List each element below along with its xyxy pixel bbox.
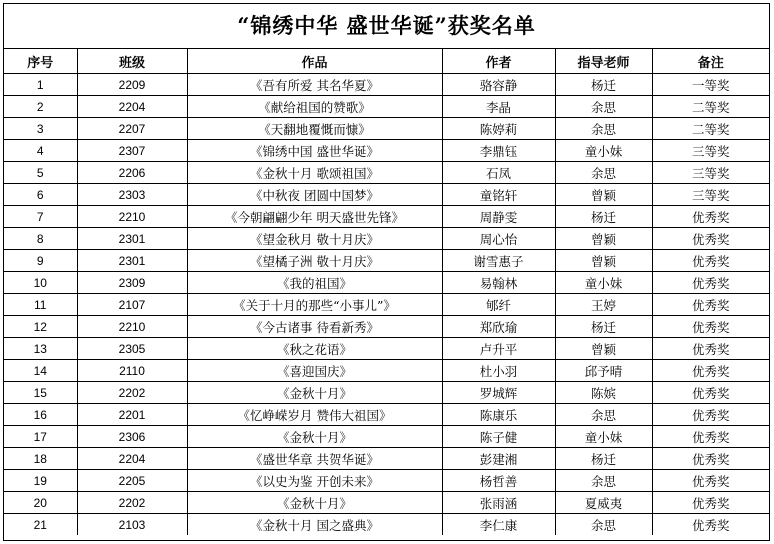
cell-index: 18 <box>4 448 77 470</box>
cell-class: 2210 <box>77 206 187 228</box>
cell-author: 李鼎钰 <box>442 140 555 162</box>
cell-class: 2210 <box>77 316 187 338</box>
cell-index: 20 <box>4 492 77 514</box>
cell-teacher: 夏威夷 <box>555 492 652 514</box>
table-header-row <box>4 49 769 74</box>
table-row <box>4 206 769 228</box>
cell-index: 1 <box>4 74 77 96</box>
cell-index: 3 <box>4 118 77 140</box>
table-row <box>4 272 769 294</box>
cell-work: 《金秋十月》 <box>187 426 442 448</box>
cell-author: 周心怡 <box>442 228 555 250</box>
cell-index: 14 <box>4 360 77 382</box>
table-row <box>4 382 769 404</box>
cell-teacher: 杨迁 <box>555 74 652 96</box>
cell-index: 2 <box>4 96 77 118</box>
document-title: “锦绣中华 盛世华诞”获奖名单 <box>4 4 769 49</box>
cell-teacher: 曾颖 <box>555 338 652 360</box>
header-class: 班级 <box>77 49 187 74</box>
cell-work: 《盛世华章 共贺华诞》 <box>187 448 442 470</box>
cell-work: 《金秋十月》 <box>187 382 442 404</box>
cell-author: 骆容静 <box>442 74 555 96</box>
cell-teacher: 余思 <box>555 162 652 184</box>
cell-work: 《今朝翩翩少年 明天盛世先锋》 <box>187 206 442 228</box>
cell-class: 2207 <box>77 118 187 140</box>
cell-class: 2303 <box>77 184 187 206</box>
cell-work: 《金秋十月 国之盛典》 <box>187 514 442 536</box>
cell-class: 2107 <box>77 294 187 316</box>
table-row <box>4 426 769 448</box>
cell-work: 《中秋夜 团圆中国梦》 <box>187 184 442 206</box>
cell-index: 16 <box>4 404 77 426</box>
cell-remark: 三等奖 <box>652 162 769 184</box>
cell-remark: 二等奖 <box>652 118 769 140</box>
table-row <box>4 184 769 206</box>
cell-remark: 优秀奖 <box>652 382 769 404</box>
cell-author: 李晶 <box>442 96 555 118</box>
table-row <box>4 118 769 140</box>
cell-remark: 优秀奖 <box>652 250 769 272</box>
cell-remark: 优秀奖 <box>652 404 769 426</box>
table-row <box>4 404 769 426</box>
cell-teacher: 王婷 <box>555 294 652 316</box>
cell-teacher: 曾颖 <box>555 184 652 206</box>
cell-teacher: 童小妹 <box>555 272 652 294</box>
cell-work: 《今古诸事 待看新秀》 <box>187 316 442 338</box>
cell-author: 彭建湘 <box>442 448 555 470</box>
cell-author: 卢升平 <box>442 338 555 360</box>
cell-author: 李仁康 <box>442 514 555 536</box>
cell-teacher: 邱予晴 <box>555 360 652 382</box>
cell-index: 10 <box>4 272 77 294</box>
cell-teacher: 童小妹 <box>555 426 652 448</box>
cell-remark: 优秀奖 <box>652 470 769 492</box>
cell-index: 12 <box>4 316 77 338</box>
header-remark: 备注 <box>652 49 769 74</box>
cell-work: 《我的祖国》 <box>187 272 442 294</box>
cell-work: 《金秋十月》 <box>187 492 442 514</box>
cell-work: 《锦绣中国 盛世华诞》 <box>187 140 442 162</box>
table-row <box>4 162 769 184</box>
cell-class: 2110 <box>77 360 187 382</box>
cell-class: 2206 <box>77 162 187 184</box>
cell-remark: 优秀奖 <box>652 228 769 250</box>
cell-remark: 优秀奖 <box>652 338 769 360</box>
cell-author: 杨哲善 <box>442 470 555 492</box>
table-row <box>4 294 769 316</box>
cell-work: 《以史为鉴 开创未来》 <box>187 470 442 492</box>
table-row <box>4 74 769 96</box>
table-row <box>4 338 769 360</box>
cell-teacher: 曾颖 <box>555 250 652 272</box>
table-row <box>4 360 769 382</box>
cell-class: 2306 <box>77 426 187 448</box>
cell-teacher: 曾颖 <box>555 228 652 250</box>
cell-work: 《关于十月的那些“小事儿”》 <box>187 294 442 316</box>
table-row <box>4 140 769 162</box>
cell-index: 17 <box>4 426 77 448</box>
cell-author: 陈婷莉 <box>442 118 555 140</box>
cell-remark: 优秀奖 <box>652 448 769 470</box>
table-row <box>4 250 769 272</box>
cell-teacher: 余思 <box>555 96 652 118</box>
cell-author: 童铭轩 <box>442 184 555 206</box>
cell-class: 2305 <box>77 338 187 360</box>
cell-remark: 三等奖 <box>652 140 769 162</box>
cell-teacher: 余思 <box>555 514 652 536</box>
table-row <box>4 448 769 470</box>
cell-teacher: 余思 <box>555 118 652 140</box>
cell-class: 2103 <box>77 514 187 536</box>
award-list-document <box>3 3 770 541</box>
cell-index: 9 <box>4 250 77 272</box>
header-index: 序号 <box>4 49 77 74</box>
cell-work: 《望金秋月 敬十月庆》 <box>187 228 442 250</box>
cell-index: 5 <box>4 162 77 184</box>
cell-work: 《忆峥嵘岁月 赞伟大祖国》 <box>187 404 442 426</box>
table-row <box>4 492 769 514</box>
cell-work: 《天翻地覆慨而慷》 <box>187 118 442 140</box>
cell-remark: 优秀奖 <box>652 426 769 448</box>
cell-index: 8 <box>4 228 77 250</box>
cell-author: 杜小羽 <box>442 360 555 382</box>
cell-index: 4 <box>4 140 77 162</box>
cell-class: 2202 <box>77 382 187 404</box>
cell-class: 2301 <box>77 250 187 272</box>
cell-remark: 优秀奖 <box>652 492 769 514</box>
cell-author: 石凤 <box>442 162 555 184</box>
cell-class: 2201 <box>77 404 187 426</box>
cell-index: 13 <box>4 338 77 360</box>
table-row <box>4 470 769 492</box>
cell-teacher: 陈嫔 <box>555 382 652 404</box>
cell-remark: 三等奖 <box>652 184 769 206</box>
cell-work: 《献给祖国的赞歌》 <box>187 96 442 118</box>
cell-index: 11 <box>4 294 77 316</box>
cell-remark: 二等奖 <box>652 96 769 118</box>
cell-class: 2307 <box>77 140 187 162</box>
cell-index: 21 <box>4 514 77 536</box>
header-teacher: 指导老师 <box>555 49 652 74</box>
table-body <box>4 74 769 536</box>
cell-index: 19 <box>4 470 77 492</box>
cell-author: 周静雯 <box>442 206 555 228</box>
cell-remark: 一等奖 <box>652 74 769 96</box>
cell-author: 张雨涵 <box>442 492 555 514</box>
cell-teacher: 余思 <box>555 404 652 426</box>
cell-class: 2301 <box>77 228 187 250</box>
cell-class: 2202 <box>77 492 187 514</box>
cell-class: 2204 <box>77 96 187 118</box>
cell-index: 6 <box>4 184 77 206</box>
cell-remark: 优秀奖 <box>652 514 769 536</box>
cell-work: 《金秋十月 歌颂祖国》 <box>187 162 442 184</box>
cell-author: 谢雪惠子 <box>442 250 555 272</box>
cell-teacher: 杨迁 <box>555 448 652 470</box>
cell-author: 罗城辉 <box>442 382 555 404</box>
table-row <box>4 96 769 118</box>
header-author: 作者 <box>442 49 555 74</box>
cell-class: 2309 <box>77 272 187 294</box>
cell-author: 易翰林 <box>442 272 555 294</box>
cell-teacher: 余思 <box>555 470 652 492</box>
cell-work: 《吾有所爱 其名华夏》 <box>187 74 442 96</box>
table-row <box>4 316 769 338</box>
cell-teacher: 杨迁 <box>555 316 652 338</box>
cell-work: 《秋之花语》 <box>187 338 442 360</box>
cell-work: 《望橘子洲 敬十月庆》 <box>187 250 442 272</box>
cell-index: 7 <box>4 206 77 228</box>
cell-teacher: 童小妹 <box>555 140 652 162</box>
cell-work: 《喜迎国庆》 <box>187 360 442 382</box>
cell-remark: 优秀奖 <box>652 206 769 228</box>
cell-class: 2205 <box>77 470 187 492</box>
cell-index: 15 <box>4 382 77 404</box>
cell-author: 陈子健 <box>442 426 555 448</box>
cell-remark: 优秀奖 <box>652 272 769 294</box>
award-table <box>4 49 769 535</box>
cell-class: 2204 <box>77 448 187 470</box>
cell-class: 2209 <box>77 74 187 96</box>
table-row <box>4 228 769 250</box>
cell-author: 郑欣瑜 <box>442 316 555 338</box>
cell-teacher: 杨迁 <box>555 206 652 228</box>
cell-remark: 优秀奖 <box>652 360 769 382</box>
cell-author: 郇纤 <box>442 294 555 316</box>
header-work: 作品 <box>187 49 442 74</box>
cell-author: 陈康乐 <box>442 404 555 426</box>
cell-remark: 优秀奖 <box>652 294 769 316</box>
cell-remark: 优秀奖 <box>652 316 769 338</box>
table-row <box>4 514 769 536</box>
